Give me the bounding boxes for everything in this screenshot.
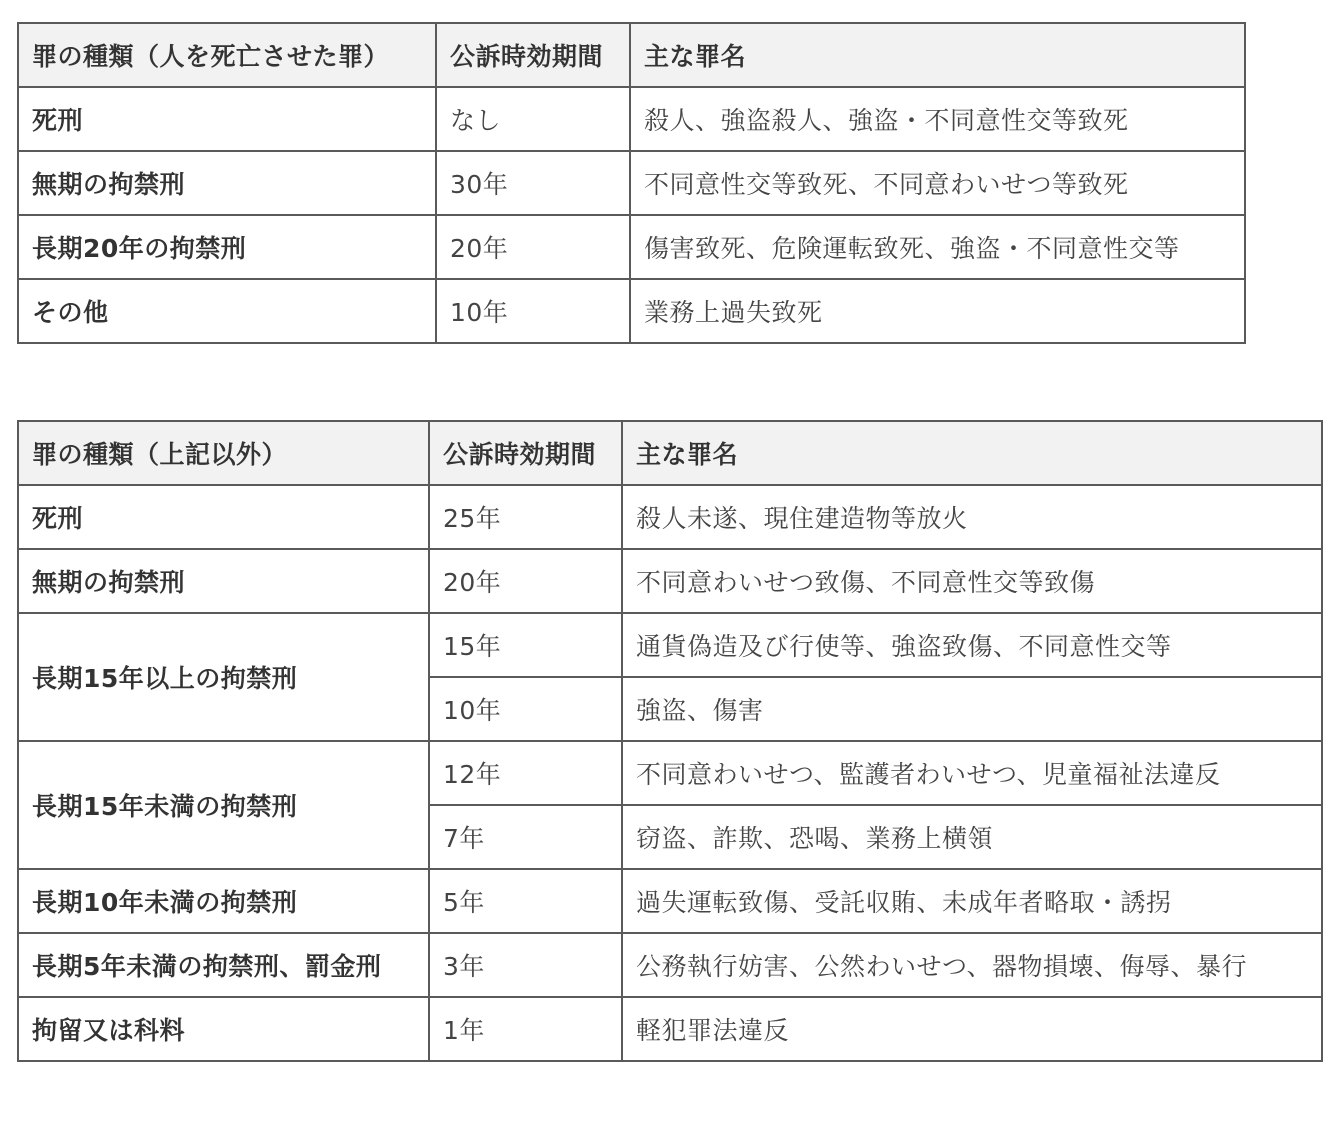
header-limitation-period: 公訴時効期間 xyxy=(429,421,622,485)
table-row xyxy=(18,933,1322,997)
offenses-cell: 軽犯罪法違反 xyxy=(622,997,1322,1061)
period-cell: 5年 xyxy=(429,869,622,933)
crime-type-cell: 死刑 xyxy=(18,87,436,151)
period-cell: 1年 xyxy=(429,997,622,1061)
statute-of-limitations-table-death xyxy=(17,22,1246,344)
period-cell: 20年 xyxy=(429,549,622,613)
table-row xyxy=(18,215,1245,279)
offenses-cell: 不同意わいせつ致傷、不同意性交等致傷 xyxy=(622,549,1322,613)
offenses-cell: 不同意性交等致死、不同意わいせつ等致死 xyxy=(630,151,1245,215)
period-cell: 25年 xyxy=(429,485,622,549)
period-cell: 10年 xyxy=(436,279,630,343)
offenses-cell: 殺人、強盗殺人、強盗・不同意性交等致死 xyxy=(630,87,1245,151)
header-crime-type: 罪の種類（人を死亡させた罪） xyxy=(18,23,436,87)
period-cell: 15年 xyxy=(429,613,622,677)
offenses-cell: 傷害致死、危険運転致死、強盗・不同意性交等 xyxy=(630,215,1245,279)
period-cell: 20年 xyxy=(436,215,630,279)
table-header-row xyxy=(18,421,1322,485)
statute-of-limitations-table-other xyxy=(17,420,1323,1062)
offenses-cell: 通貨偽造及び行使等、強盗致傷、不同意性交等 xyxy=(622,613,1322,677)
period-cell: 3年 xyxy=(429,933,622,997)
header-limitation-period: 公訴時効期間 xyxy=(436,23,630,87)
table-row xyxy=(18,741,1322,805)
crime-type-cell: 長期15年未満の拘禁刑 xyxy=(18,741,429,869)
crime-type-cell: 死刑 xyxy=(18,485,429,549)
offenses-cell: 業務上過失致死 xyxy=(630,279,1245,343)
table-row xyxy=(18,997,1322,1061)
table-row xyxy=(18,485,1322,549)
crime-type-cell: 長期20年の拘禁刑 xyxy=(18,215,436,279)
period-cell: 10年 xyxy=(429,677,622,741)
crime-type-cell: 無期の拘禁刑 xyxy=(18,151,436,215)
period-cell: 30年 xyxy=(436,151,630,215)
period-cell: 7年 xyxy=(429,805,622,869)
period-cell: 12年 xyxy=(429,741,622,805)
offenses-cell: 公務執行妨害、公然わいせつ、器物損壊、侮辱、暴行 xyxy=(622,933,1322,997)
table-row xyxy=(18,87,1245,151)
crime-type-cell: 無期の拘禁刑 xyxy=(18,549,429,613)
crime-type-cell: 長期15年以上の拘禁刑 xyxy=(18,613,429,741)
offenses-cell: 殺人未遂、現住建造物等放火 xyxy=(622,485,1322,549)
table-row xyxy=(18,549,1322,613)
crime-type-cell: 長期10年未満の拘禁刑 xyxy=(18,869,429,933)
offenses-cell: 過失運転致傷、受託収賄、未成年者略取・誘拐 xyxy=(622,869,1322,933)
crime-type-cell: 長期5年未満の拘禁刑、罰金刑 xyxy=(18,933,429,997)
crime-type-cell: その他 xyxy=(18,279,436,343)
table-row xyxy=(18,613,1322,677)
offenses-cell: 不同意わいせつ、監護者わいせつ、児童福祉法違反 xyxy=(622,741,1322,805)
header-crime-type: 罪の種類（上記以外） xyxy=(18,421,429,485)
crime-type-cell: 拘留又は科料 xyxy=(18,997,429,1061)
table-row xyxy=(18,869,1322,933)
table-row xyxy=(18,279,1245,343)
offenses-cell: 強盗、傷害 xyxy=(622,677,1322,741)
period-cell: なし xyxy=(436,87,630,151)
table-row xyxy=(18,151,1245,215)
header-main-offenses: 主な罪名 xyxy=(630,23,1245,87)
offenses-cell: 窃盗、詐欺、恐喝、業務上横領 xyxy=(622,805,1322,869)
header-main-offenses: 主な罪名 xyxy=(622,421,1322,485)
table-header-row xyxy=(18,23,1245,87)
